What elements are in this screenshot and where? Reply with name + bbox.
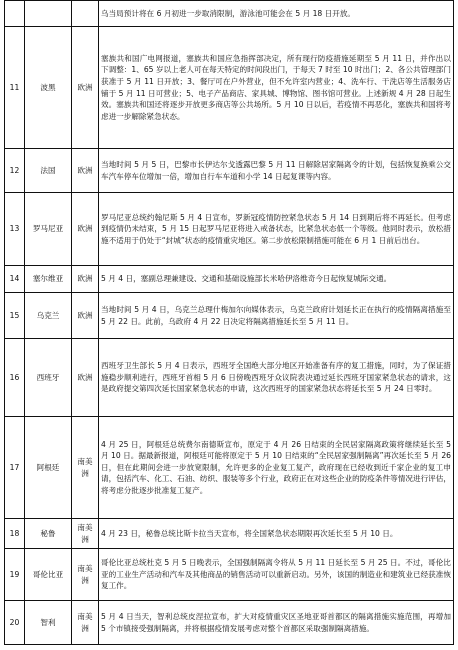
region-name [72,1,99,27]
policy-description: 4 月 23 日，秘鲁总统比斯卡拉当天宣布，将全国紧急状态期限再次延长至 5 月 10 日。 [101,528,398,538]
country-name: 塞尔维亚 [25,266,72,293]
row-number: 17 [5,417,25,519]
region-name: 欧洲 [72,27,99,149]
table-row [5,601,454,645]
row-number: 11 [5,27,25,149]
policy-description: 当地时间 5 月 4 日，乌克兰总理什梅加尔向媒体表示，乌克兰政府计划延长正在执行的疫情隔离措施至 5 月 22 日。此前，乌政府 4 月 22 日决定将隔离措施延长至 5 月 11 日。 [101,304,451,326]
row-number: 13 [5,193,25,266]
policy-description: 西班牙卫生部长 5 月 4 日表示，西班牙全国绝大部分地区开始准备有序的复工措施，同时，为了保证措施稳步顺利进行，西班牙首相 5 月 6 日傍晚西班牙众议院表决通过延长西班牙国家紧急状态的请求，这是政府提交第四次延长国家紧急状态的申请，这次西班牙的国家紧急状态将延长至 5 月 24 日零时。 [101,361,451,394]
policy-description: 塞族共和国广电网报道，塞族共和国应急指挥部决定，所有现行防疫措施延期至 5 月 11 日，并作出以下调整：1、65 岁以上老人可在每天特定的时间段出门，于每天 7 时至 10 时出门；2、各公共管理部门获准于 5 月 11 日开放；3、餐厅可在户外营业，但不允许室内营业；4、洗车行、干洗店等生活服务店铺于 5 月 11 日可营业；5、电子产品商店、家具城、博物馆、图书馆可营业。上述新规 4 月 28 日起生效。塞族共和国还将逐步开放更多商店等公共场所。5 月 10 日以后，若疫情不再恶化，塞族共和国将考虑进一步解除紧急状态。 [101,53,451,121]
country-name: 波黑 [25,27,72,149]
country-name: 法国 [25,149,72,193]
country-name: 智利 [25,601,72,645]
table-row [5,519,454,549]
country-name [25,1,72,27]
table-row [5,193,454,266]
country-name: 乌克兰 [25,293,72,339]
table-row [5,293,454,339]
region-name: 南美洲 [72,601,99,645]
policy-description: 5 月 4 日，塞副总理兼建设、交通和基础设施部长米哈伊洛维奇今日起恢复城际交通。 [101,274,392,284]
table-row [5,1,454,27]
region-name: 南美洲 [72,519,99,549]
table-row [5,27,454,149]
row-number [5,1,25,27]
table-row [5,417,454,519]
region-name: 欧洲 [72,193,99,266]
region-name: 南美洲 [72,549,99,601]
row-number: 14 [5,266,25,293]
row-number: 19 [5,549,25,601]
row-number: 15 [5,293,25,339]
policy-table [4,0,454,645]
country-name: 西班牙 [25,339,72,417]
policy-description: 罗马尼亚总统约翰尼斯 5 月 4 日宣布，罗新冠疫情防控紧急状态 5 月 14 日到期后将不再延长。但考虑到疫情仍未结束，5 月 15 日起罗马尼亚将进入戒备状态，比紧急状态低一个等级。他同时表示，放松措施不适用于仍处于“封城”状态的疫情重灾地区。第二步放松限制措施可能在 6 月 1 日前后出台。 [101,212,451,245]
policy-description: 5 月 4 日当天，智利总统皮涅拉宣布，扩大对疫情重灾区圣地亚哥首都区的隔离措施实施范围，再增加 5 个市镇接受强制隔离，并将根据疫情发展考虑对整个首都区采取强制隔离措施。 [101,611,451,633]
table-row [5,339,454,417]
policy-description: 当地时间 5 月 5 日，巴黎市长伊达尔戈透露巴黎 5 月 11 日解除居家隔离令的计划，包括恢复换乘公交车汽车停车位增加一倍，增加自行车车道和小学 14 日起复课等内容。 [101,159,451,181]
country-name: 阿根廷 [25,417,72,519]
country-name: 罗马尼亚 [25,193,72,266]
country-name: 哥伦比亚 [25,549,72,601]
row-number: 12 [5,149,25,193]
row-number: 20 [5,601,25,645]
row-number: 16 [5,339,25,417]
region-name: 欧洲 [72,266,99,293]
policy-description: 4 月 25 日，阿根廷总统费尔南德斯宣布，原定于 4 月 26 日结束的全民居家隔离政策将继续延长至 5 月 10 日。据最新报道，阿根廷可能将原定于 5 月 10 日结束的“全民居家强制隔离”再次延长至 5 月 26 日，但在此期间会进一步放宽限制，允许更多的企业复工复产，政府现在已经收到近千家企业的复工申请，包括汽车、化工、石油、纺织、服装等多个行业，政府正在对这些企业的防疫条件等情况进行评估，将考虑分批逐步批准复工复产。 [101,439,451,495]
table-row [5,149,454,193]
country-name: 秘鲁 [25,519,72,549]
region-name: 欧洲 [72,149,99,193]
region-name: 欧洲 [72,293,99,339]
policy-description: 乌当局预计将在 6 月初进一步取消限制，游泳池可能会在 5 月 18 日开放。 [101,8,356,18]
row-number: 18 [5,519,25,549]
table-row [5,266,454,293]
table-row [5,549,454,601]
policy-description: 哥伦比亚总统杜克 5 月 5 日晚表示，全国强制隔离令将从 5 月 11 日延长至 5 月 25 日。不过，哥伦比亚的工业生产活动和汽车及其他商品的销售活动可以重新启动。另外，该国的制造业和建筑业已经获准恢复工作。 [101,558,451,591]
region-name: 南美洲 [72,417,99,519]
region-name: 欧洲 [72,339,99,417]
